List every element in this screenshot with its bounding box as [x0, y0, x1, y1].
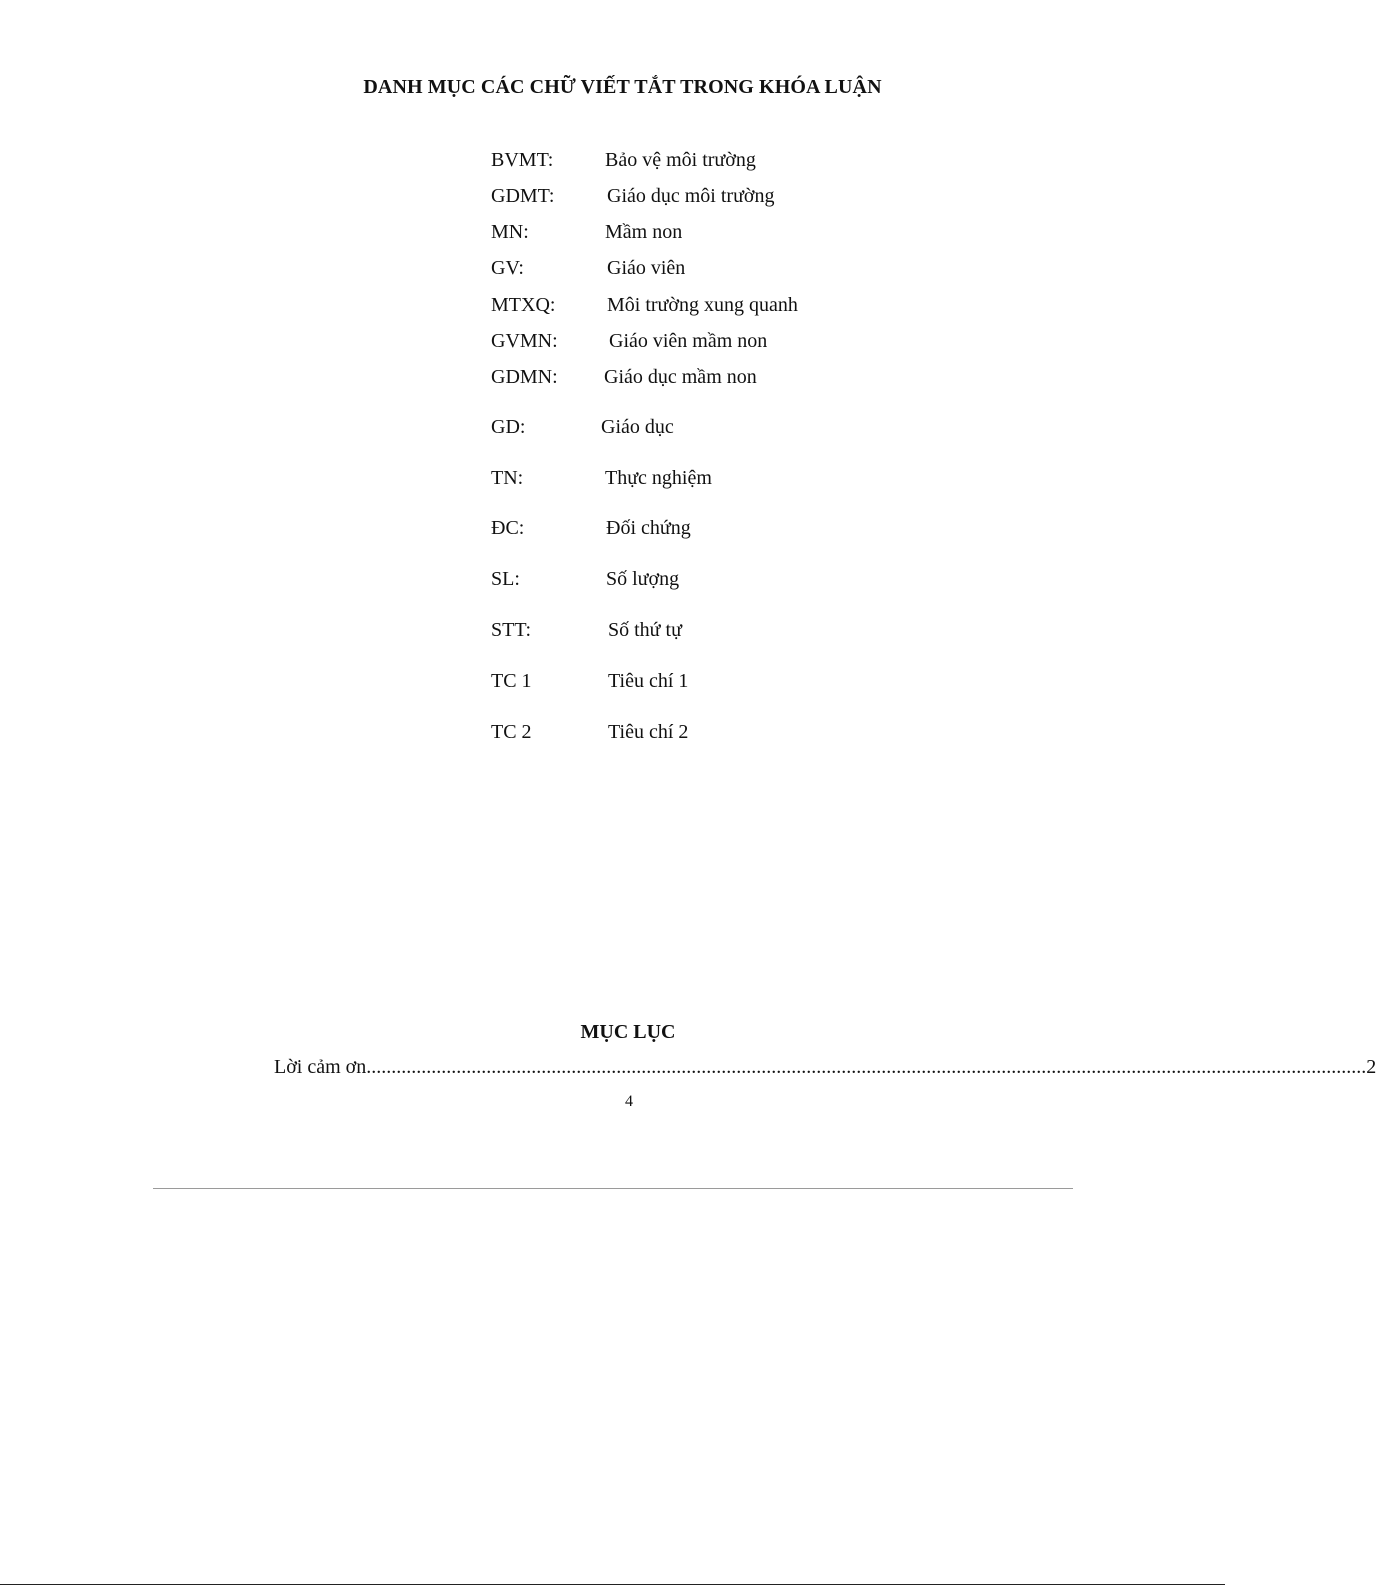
toc-entry-page: 2 [1366, 1056, 1376, 1078]
abbreviation-key: TC 1 [491, 670, 532, 692]
toc-entry[interactable] [274, 1056, 1376, 1080]
abbreviation-meaning: Giáo viên mầm non [609, 330, 768, 352]
abbreviation-row [0, 294, 1225, 318]
abbreviation-row [0, 257, 1225, 281]
toc-entry-label: Lời cảm ơn [274, 1056, 367, 1078]
abbreviation-key: GVMN: [491, 330, 558, 352]
abbreviation-meaning: Tiêu chí 1 [608, 670, 689, 692]
abbreviation-meaning: Thực nghiệm [605, 467, 712, 489]
abbreviation-row [0, 185, 1225, 209]
abbreviation-key: STT: [491, 619, 532, 641]
abbreviation-meaning: Giáo dục mầm non [604, 366, 757, 388]
abbreviation-key: BVMT: [491, 149, 554, 171]
abbreviation-key: MTXQ: [491, 294, 556, 316]
abbreviation-meaning: Giáo viên [607, 257, 686, 279]
abbreviation-row [0, 619, 1225, 643]
abbreviation-key: MN: [491, 221, 529, 243]
abbreviation-meaning: Giáo dục môi trường [607, 185, 775, 207]
abbreviation-row [0, 568, 1225, 592]
abbreviation-row [0, 149, 1225, 173]
abbreviation-row [0, 670, 1225, 694]
abbreviation-meaning: Tiêu chí 2 [608, 721, 689, 743]
page-number: 4 [625, 1093, 633, 1110]
abbreviation-meaning: Môi trường xung quanh [607, 294, 798, 316]
abbreviation-row [0, 721, 1225, 745]
abbreviation-key: GV: [491, 257, 524, 279]
abbreviation-row [0, 366, 1225, 390]
abbreviation-meaning: Đối chứng [606, 517, 691, 539]
abbreviation-key: TN: [491, 467, 524, 489]
abbreviation-row [0, 330, 1225, 354]
abbreviation-key: GD: [491, 416, 526, 438]
abbreviation-key: GDMT: [491, 185, 555, 207]
toc-title: MỤC LỤC [580, 1021, 676, 1043]
abbreviation-meaning: Giáo dục [601, 416, 674, 438]
abbreviation-row [0, 517, 1225, 541]
abbreviation-meaning: Số lượng [606, 568, 680, 590]
abbreviation-key: TC 2 [491, 721, 532, 743]
abbreviation-key: GDMN: [491, 366, 558, 388]
abbreviation-row [0, 221, 1225, 245]
abbreviation-meaning: Số thứ tự [608, 619, 682, 641]
abbreviation-row [0, 416, 1225, 440]
abbreviation-key: ĐC: [491, 517, 525, 539]
abbreviation-meaning: Mầm non [605, 221, 683, 243]
abbreviation-row [0, 467, 1225, 491]
abbreviation-meaning: Bảo vệ môi trường [605, 149, 756, 171]
page-title: DANH MỤC CÁC CHỮ VIẾT TẮT TRONG KHÓA LUẬN [363, 76, 882, 98]
abbreviation-key: SL: [491, 568, 520, 590]
toc-dot-leader: ........................................................................................................................................................................................................ [366, 1056, 1367, 1078]
page-divider [153, 1188, 1073, 1189]
